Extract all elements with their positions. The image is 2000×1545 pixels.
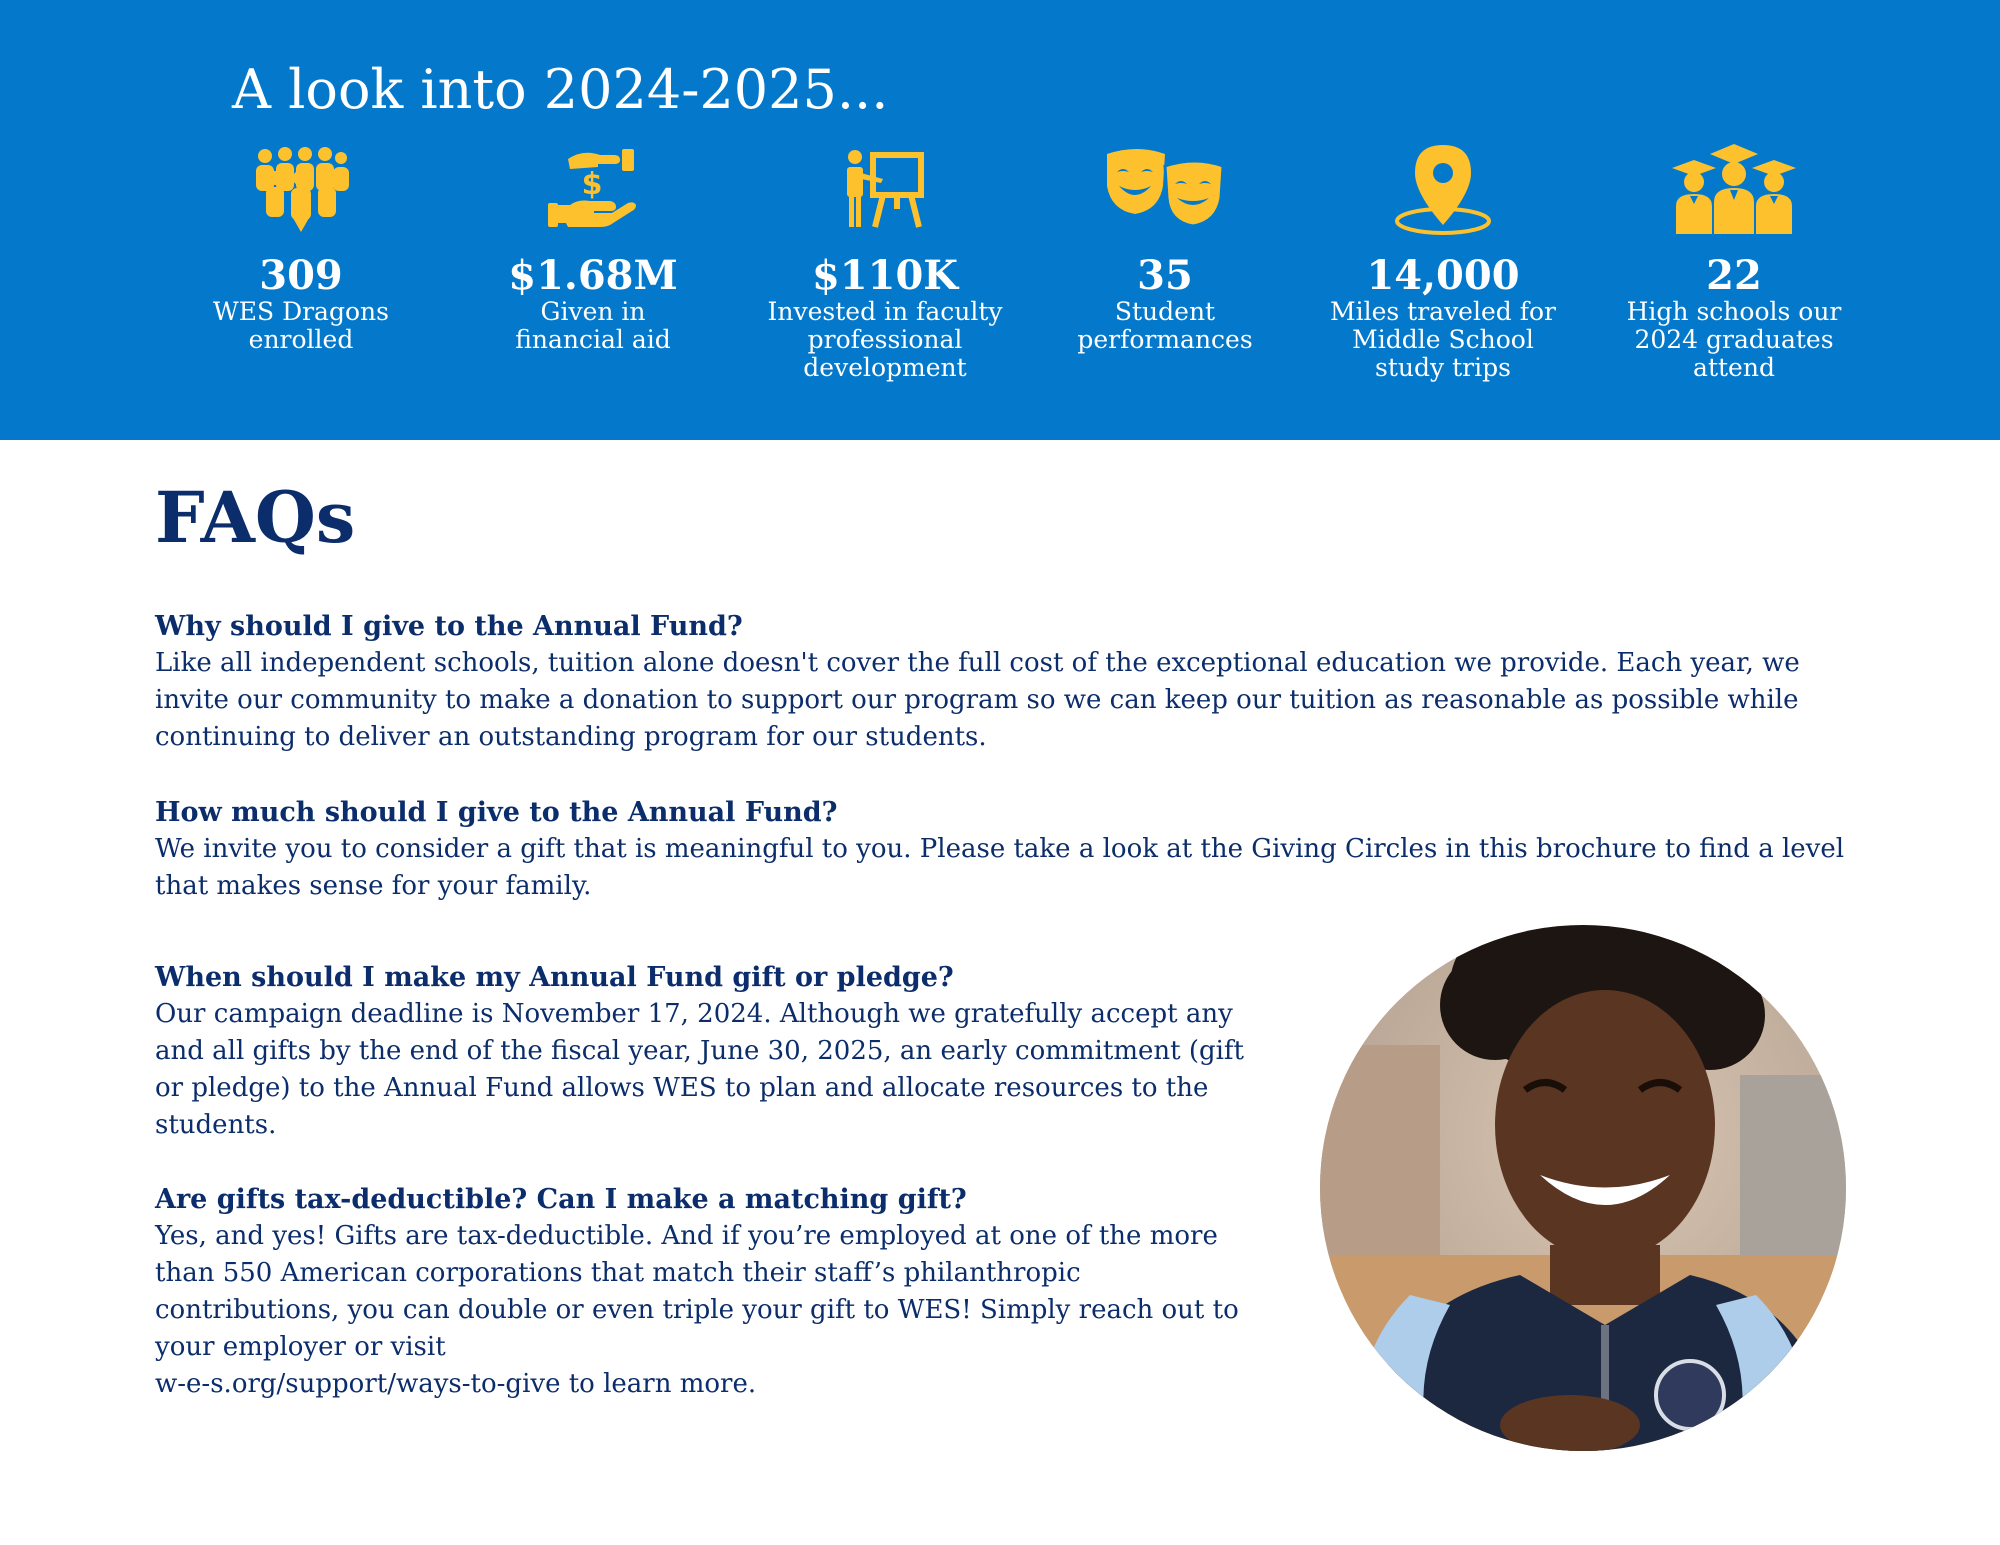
faq-item (155, 960, 1275, 1144)
stat-enrolled (161, 130, 441, 354)
stat-caption: WES Dragons enrolled (213, 297, 389, 354)
map-pin-icon (1303, 130, 1583, 248)
stat-caption: Invested in faculty professional development (767, 297, 1003, 382)
graduates-icon (1594, 130, 1874, 248)
stat-value: 14,000 (1366, 252, 1520, 299)
stat-caption: Given in financial aid (515, 297, 671, 354)
faq-answer: Like all independent schools, tuition alone doesn't cover the full cost of the exceptional education we provide. Each year, we invite our community to make a donation to support our program so we can keep our tuition as reasonable as possible while continuing to deliver an outstanding program for our students. (155, 648, 1800, 752)
hand-money-icon (453, 130, 733, 248)
faq-answer: Our campaign deadline is November 17, 2024. Although we gratefully accept any and all gifts by the end of the fiscal year, June 30, 2025, an early commitment (gift or pledge) to the Annual Fund allows WES to plan and allocate resources to the students. (155, 999, 1244, 1140)
faq-item (155, 1182, 1275, 1403)
stat-financial-aid (453, 130, 733, 354)
theater-masks-icon (1025, 130, 1305, 248)
faq-question: How much should I give to the Annual Fund? (155, 797, 838, 828)
faq-question: Are gifts tax-deductible? Can I make a matching gift? (155, 1184, 967, 1215)
stat-value: 35 (1137, 252, 1193, 299)
stat-faculty-development (745, 130, 1025, 382)
faq-answer: Yes, and yes! Gifts are tax-deductible. And if you’re employed at one of the more than 550 American corporations that match their staff’s philanthropic contributions, you can double or even triple your gift to WES! Simply reach out to your employer or visit w-e-s.org/support/ways-to-give to learn more. (155, 1221, 1239, 1399)
stat-value: 22 (1706, 252, 1762, 299)
stat-caption: High schools our 2024 graduates attend (1626, 297, 1842, 382)
stat-value: 309 (259, 252, 343, 299)
banner-title: A look into 2024-2025... (232, 58, 889, 121)
crowd-icon (161, 130, 441, 248)
faq-title: FAQs (155, 476, 356, 559)
stat-value: $110K (811, 252, 959, 299)
stat-high-schools (1594, 130, 1874, 382)
stats-banner (0, 0, 2000, 440)
faq-question: When should I make my Annual Fund gift or pledge? (155, 962, 954, 993)
stat-caption: Student performances (1077, 297, 1253, 354)
svg-text:$: $ (581, 167, 603, 202)
faq-item (155, 609, 1895, 756)
stat-miles (1303, 130, 1583, 382)
faq-question: Why should I give to the Annual Fund? (155, 611, 743, 642)
student-photo (1320, 925, 1846, 1451)
faq-item (155, 795, 1895, 905)
teacher-board-icon (745, 130, 1025, 248)
stat-performances (1025, 130, 1305, 354)
faq-answer: We invite you to consider a gift that is meaningful to you. Please take a look at the Giving Circles in this brochure to find a level that makes sense for your family. (155, 834, 1845, 901)
stat-value: $1.68M (508, 252, 678, 299)
stat-caption: Miles traveled for Middle School study trips (1330, 297, 1556, 382)
